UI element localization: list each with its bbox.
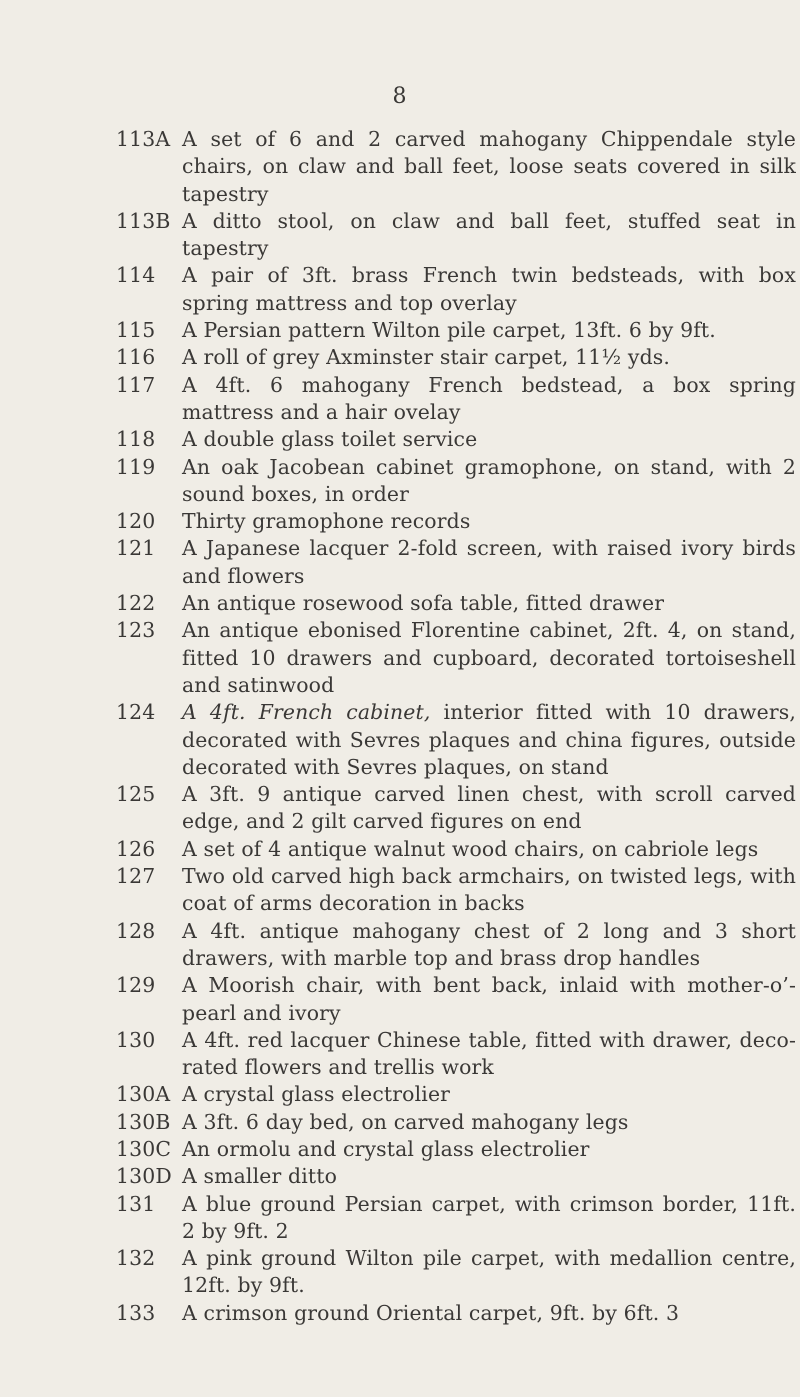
lot-entry: [116, 344, 796, 371]
lot-description: A crystal glass electrolier: [182, 1082, 451, 1107]
lot-number: 115: [116, 318, 156, 343]
lot-description: A pink ground Wilton pile carpet, with medallion centre, 12ft. by 9ft.: [182, 1246, 796, 1298]
lot-description: An antique rosewood sofa table, fitted drawer: [182, 591, 665, 616]
lot-number: 130: [116, 1027, 156, 1052]
lot-number: 124: [116, 700, 156, 725]
lot-description: A pair of 3ft. brass French twin bedsteads, with box spring mattress and top overlay: [182, 263, 796, 315]
lot-entry: [116, 317, 796, 344]
lot-number: 117: [116, 372, 156, 397]
lot-description: An oak Jacobean cabinet gramophone, on stand, with 2 sound boxes, in order: [182, 454, 796, 506]
lot-number: 118: [116, 427, 156, 452]
lot-description: A crimson ground Oriental carpet, 9ft. by 6ft. 3: [182, 1300, 680, 1325]
lot-entry: [116, 535, 796, 590]
lot-entry: [116, 972, 796, 1027]
lot-entry: [116, 918, 796, 973]
lot-entry: [116, 454, 796, 509]
lot-description: An ormolu and crystal glass electrolier: [182, 1136, 590, 1161]
lot-number: 113A: [116, 127, 171, 151]
lot-number: 123: [116, 618, 156, 643]
lot-description: A Persian pattern Wilton pile carpet, 13ft. 6 by 9ft.: [182, 318, 716, 343]
lot-number: 126: [116, 836, 156, 861]
lot-number: 122: [116, 591, 156, 616]
lot-number: 116: [116, 345, 156, 370]
lot-number: 130C: [116, 1136, 172, 1161]
lot-description: A roll of grey Axminster stair carpet, 11½ yds.: [182, 345, 671, 370]
lot-entry: [116, 1081, 796, 1108]
lot-description: A 4ft. 6 mahogany French bedstead, a box spring mattress and a hair ovelay: [182, 372, 796, 424]
lot-description: A blue ground Persian carpet, with crimson border, 11ft. 2 by 9ft. 2: [182, 1191, 796, 1243]
lot-description: A Moorish chair, with bent back, inlaid with mother-o’-pearl and ivory: [182, 973, 796, 1025]
lot-entry: [116, 1191, 796, 1246]
lot-number: 127: [116, 864, 156, 889]
lot-entry: [116, 372, 796, 427]
lot-number: 132: [116, 1246, 156, 1271]
lot-list: [116, 126, 796, 1327]
lot-entry: [116, 617, 796, 699]
lot-description: A Japanese lacquer 2-fold screen, with raised ivory birds and flowers: [182, 536, 796, 588]
lot-number: 130B: [116, 1109, 171, 1134]
lot-entry: [116, 1027, 796, 1082]
lot-description: A set of 4 antique walnut wood chairs, on cabriole legs: [182, 836, 759, 861]
lot-number: 130A: [116, 1082, 171, 1107]
lot-description: An antique ebonised Florentine cabinet, 2ft. 4, on stand, fitted 10 drawers and cupboard, decorated tortoiseshell and satinwood: [182, 618, 796, 697]
lot-number: 131: [116, 1191, 156, 1216]
lot-number: 130D: [116, 1164, 172, 1189]
lot-entry: [116, 1245, 796, 1300]
lot-description: A smaller ditto: [182, 1164, 337, 1189]
lot-number: 133: [116, 1300, 156, 1325]
lot-number: 114: [116, 263, 156, 288]
lot-entry: [116, 1109, 796, 1136]
lot-entry: [116, 262, 796, 317]
lot-description: A 3ft. 6 day bed, on carved mahogany legs: [182, 1109, 629, 1134]
lot-entry: [116, 1300, 796, 1327]
lot-entry: [116, 836, 796, 863]
lot-description: A 4ft. antique mahogany chest of 2 long and 3 short drawers, with marble top and brass drop handles: [182, 918, 796, 970]
lot-description: A 4ft. French cabinet, interior fitted with 10 drawers, decorated with Sevres plaques and china figures, outside decorated with Sevres plaques, on stand: [182, 700, 796, 779]
lot-number: 129: [116, 973, 156, 998]
lot-entry: [116, 126, 796, 208]
lot-number: 121: [116, 536, 156, 561]
lot-entry: [116, 1136, 796, 1163]
lot-entry: [116, 863, 796, 918]
lot-description: A double glass toilet service: [182, 427, 478, 452]
page-number: 8: [392, 84, 408, 109]
lot-entry: [116, 699, 796, 781]
lot-description: A 3ft. 9 antique carved linen chest, with scroll carved edge, and 2 gilt carved figures on end: [182, 782, 796, 834]
lot-description: A 4ft. red lacquer Chinese table, fitted with drawer, deco-rated flowers and trellis work: [182, 1027, 796, 1080]
lot-entry: [116, 508, 796, 535]
lot-number: 120: [116, 509, 156, 534]
lot-entry: [116, 590, 796, 617]
lot-entry: [116, 208, 796, 263]
lot-description: Two old carved high back armchairs, on twisted legs, with coat of arms decoration in backs: [182, 864, 796, 916]
lot-number: 113B: [116, 208, 171, 233]
lot-entry: [116, 426, 796, 453]
lot-description: A ditto stool, on claw and ball feet, stuffed seat in tapestry: [182, 208, 796, 261]
lot-description: A set of 6 and 2 carved mahogany Chippendale style chairs, on claw and ball feet, loose seats covered in silk tapestry: [182, 127, 796, 206]
lot-entry: [116, 781, 796, 836]
lot-number: 128: [116, 918, 156, 943]
lot-number: 125: [116, 782, 156, 807]
lot-number: 119: [116, 454, 156, 479]
lot-entry: [116, 1163, 796, 1190]
lot-description: Thirty gramophone records: [182, 509, 471, 534]
